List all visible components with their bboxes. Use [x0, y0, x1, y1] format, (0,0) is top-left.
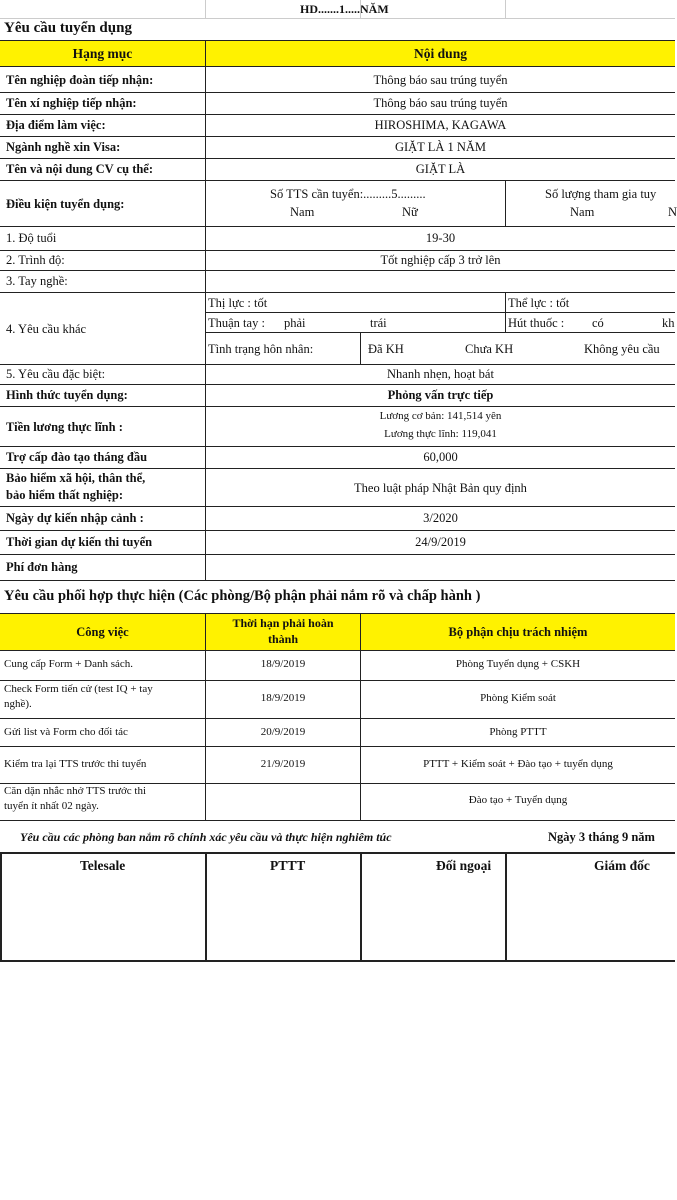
task-5-line1: Căn dặn nhắc nhở TTS trước thi — [4, 785, 147, 797]
education-value: Tốt nghiệp cấp 3 trở lên — [380, 253, 501, 267]
handedness-label: Thuận tay : — [208, 316, 265, 330]
task-2-line1: Check Form tiến cử (test IQ + tay — [4, 683, 153, 695]
task-2-line2: nghề). — [4, 698, 32, 710]
task-4: Kiểm tra lại TTS trước thi tuyển — [4, 758, 147, 770]
visa-label: Ngành nghề xin Visa: — [6, 140, 121, 154]
training-value: 60,000 — [423, 450, 458, 464]
insurance-value: Theo luật pháp Nhật Bản quy định — [354, 481, 527, 495]
salary-net: Lương thực lĩnh: 119,041 — [384, 428, 497, 440]
signer-pttt: PTTT — [270, 858, 306, 873]
signer-foreign-affairs: Đối ngoại — [436, 858, 492, 873]
task-3-deadline: 20/9/2019 — [260, 726, 306, 738]
entry-label: Ngày dự kiến nhập cảnh : — [6, 511, 144, 525]
smoking-no-partial: kh — [662, 316, 675, 330]
insurance-label-1: Bảo hiểm xã hội, thân thể, — [6, 471, 146, 485]
union-label: Tên nghiệp đoàn tiếp nhận: — [6, 73, 154, 87]
section1-title: Yêu cầu tuyển dụng — [4, 20, 132, 36]
special-label: 5. Yêu cầu đặc biệt: — [6, 367, 106, 381]
participants-label: Số lượng tham gia tuy — [545, 187, 657, 201]
task-5-line2: tuyển ít nhất 02 ngày. — [4, 800, 99, 812]
skill-label: 3. Tay nghề: — [6, 274, 68, 288]
smoking-yes: có — [592, 316, 604, 330]
signer-director: Giám đốc — [594, 858, 650, 873]
age-value: 19-30 — [425, 231, 456, 245]
task-1: Cung cấp Form + Danh sách. — [4, 658, 134, 670]
section2-title: Yêu cầu phối hợp thực hiện (Các phòng/Bộ phận phải nắm rõ và chấp hành ) — [4, 588, 481, 604]
location-label: Địa điểm làm việc: — [6, 118, 106, 132]
task-2-deadline: 18/9/2019 — [260, 692, 306, 704]
male2-label: Nam — [570, 205, 595, 219]
col-category-header: Hạng mục — [72, 46, 133, 61]
task-3-dept: Phòng PTTT — [489, 726, 547, 738]
single-option: Chưa KH — [465, 342, 514, 356]
exam-label: Thời gian dự kiến thi tuyển — [6, 535, 153, 549]
footer-date: Ngày 3 tháng 9 năm — [548, 830, 655, 844]
col-dept-header: Bộ phận chịu trách nhiệm — [448, 625, 588, 639]
task-2-dept: Phòng Kiểm soát — [480, 692, 556, 704]
other-label: 4. Yêu cầu khác — [6, 322, 87, 336]
special-value: Nhanh nhẹn, hoạt bát — [387, 367, 494, 381]
fee-label: Phí đơn hàng — [6, 560, 78, 574]
task-1-deadline: 18/9/2019 — [260, 658, 306, 670]
company-value: Thông báo sau trúng tuyển — [373, 96, 508, 110]
col-deadline-header-1: Thời hạn phải hoàn — [232, 616, 334, 630]
training-label: Trợ cấp đào tạo tháng đầu — [6, 450, 148, 464]
insurance-label-2: bảo hiểm thất nghiệp: — [6, 488, 124, 502]
exam-value: 24/9/2019 — [415, 535, 466, 549]
tts-needed: Số TTS cần tuyển:.........5......... — [270, 187, 426, 201]
task-4-dept: PTTT + Kiểm soát + Đào tạo + tuyển dụng — [423, 758, 613, 770]
method-label: Hình thức tuyển dụng: — [6, 388, 128, 402]
method-value: Phỏng vấn trực tiếp — [387, 388, 494, 402]
job-label: Tên và nội dung CV cụ thể: — [6, 162, 154, 176]
right-hand: phải — [284, 316, 306, 330]
male-label: Nam — [290, 205, 315, 219]
age-label: 1. Độ tuổi — [6, 231, 57, 245]
smoking-label: Hút thuốc : — [508, 316, 565, 330]
no-requirement-option: Không yêu cầu — [584, 342, 660, 356]
entry-value: 3/2020 — [423, 511, 458, 525]
task-5-dept: Đào tạo + Tuyển dụng — [468, 794, 568, 806]
col-task-header: Công việc — [76, 625, 129, 639]
salary-base: Lương cơ bản: 141,514 yên — [379, 410, 502, 422]
job-value: GIẶT LÀ — [415, 162, 466, 176]
signer-telesale: Telesale — [80, 858, 126, 873]
doc-code: HD.......1.....NĂM — [300, 2, 389, 16]
company-label: Tên xí nghiệp tiếp nhận: — [6, 96, 137, 110]
conditions-label: Điều kiện tuyển dụng: — [6, 197, 125, 211]
married-option: Đã KH — [368, 342, 404, 356]
task-3: Gửi list và Form cho đối tác — [4, 726, 128, 738]
n-partial-label: N — [668, 205, 677, 219]
union-value: Thông báo sau trúng tuyển — [373, 73, 508, 87]
visa-value: GIẶT LÀ 1 NĂM — [394, 140, 487, 154]
left-hand: trái — [370, 316, 387, 330]
task-1-dept: Phòng Tuyển dụng + CSKH — [455, 658, 581, 670]
eyesight: Thị lực : tốt — [208, 296, 268, 310]
footer-note: Yêu cầu các phòng ban nắm rõ chính xác yêu cầu và thực hiện nghiêm túc — [20, 830, 392, 844]
female-label: Nữ — [402, 205, 418, 219]
fitness: Thể lực : tốt — [508, 296, 570, 310]
col-content-header: Nội dung — [414, 46, 467, 61]
location-value: HIROSHIMA, KAGAWA — [374, 118, 507, 132]
col-deadline-header-2: thành — [267, 632, 299, 646]
salary-label: Tiền lương thực lĩnh : — [6, 420, 123, 434]
task-4-deadline: 21/9/2019 — [260, 758, 306, 770]
marital-label: Tình trạng hôn nhân: — [208, 342, 314, 356]
education-label: 2. Trình độ: — [6, 253, 65, 267]
